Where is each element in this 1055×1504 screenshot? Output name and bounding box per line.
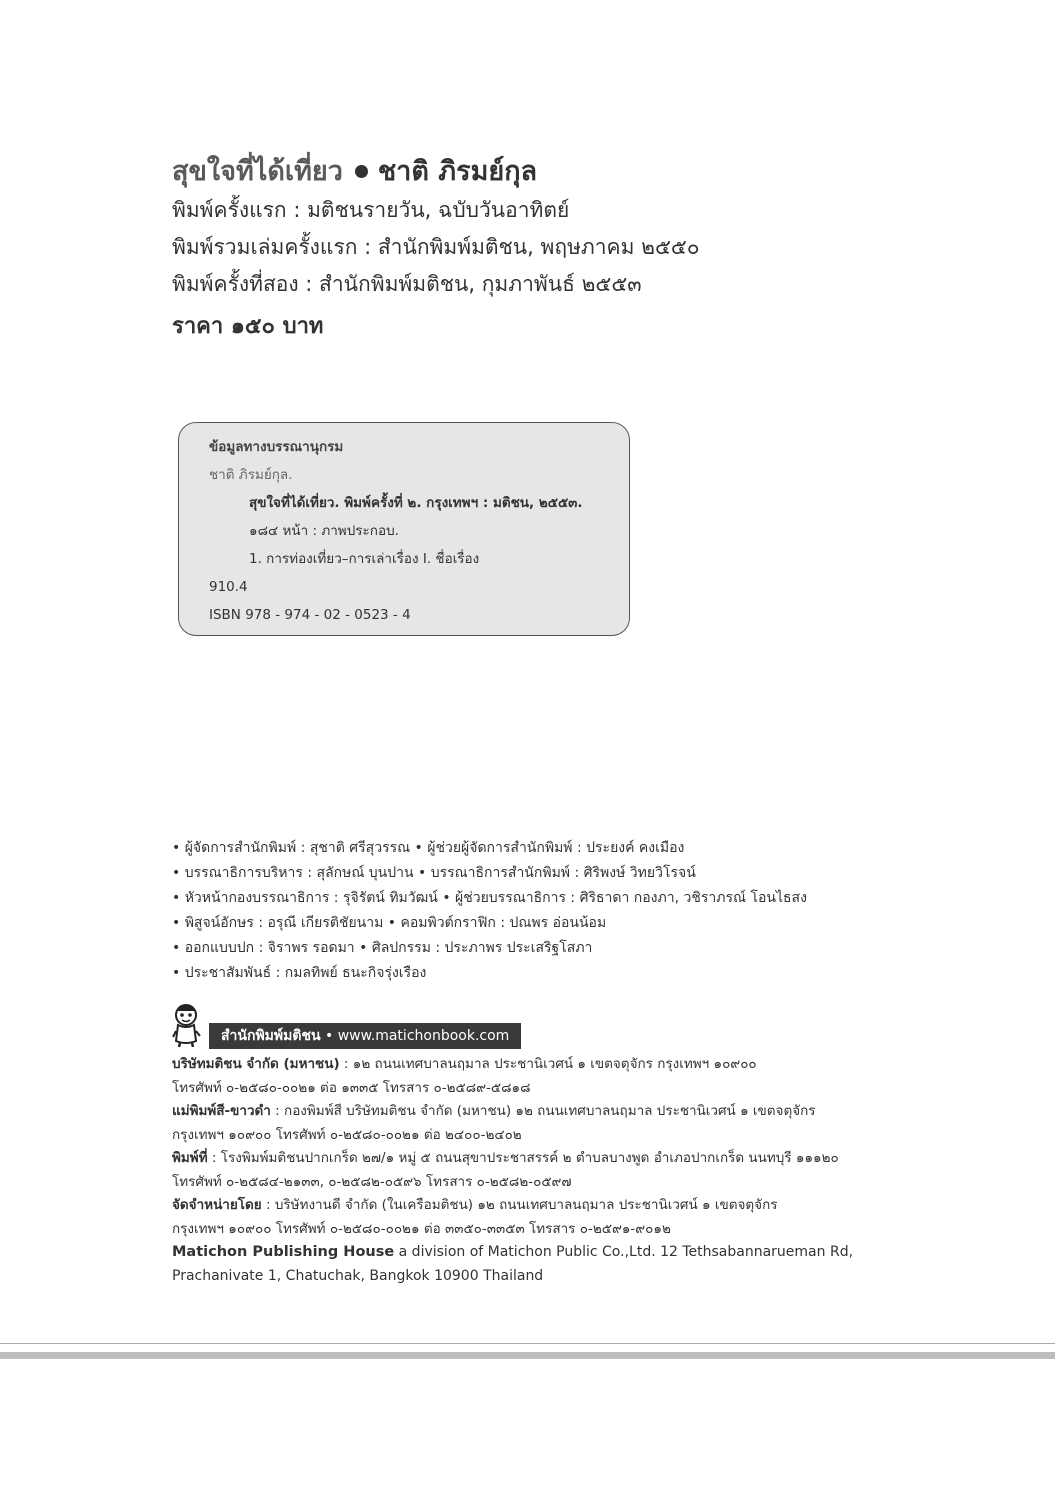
- cip-isbn: ISBN 978 - 974 - 02 - 0523 - 4: [209, 607, 411, 623]
- print-address: : โรงพิมพ์มติชนปากเกร็ด ๒๗/๑ หมู่ ๕ ถนนสุขาประชาสรรค์ ๒ ตำบลบางพูด อำเภอปากเกร็ด นนทบุรี ๑๑๑๒๐: [207, 1150, 839, 1166]
- divider-thin: [0, 1343, 1055, 1344]
- staff-line: • ผู้จัดการสำนักพิมพ์ : สุชาติ ศรีสุวรรณ • ผู้ช่วยผู้จัดการสำนักพิมพ์ : ประยงค์ คงเมือง: [172, 840, 685, 856]
- divider-thick: [0, 1352, 1055, 1359]
- price: ราคา ๑๕๐ บาท: [172, 314, 324, 339]
- cip-author: ชาติ ภิรมย์กุล.: [209, 467, 293, 483]
- cip-pages: ๑๘๔ หน้า : ภาพประกอบ.: [249, 523, 399, 539]
- cip-title: สุขใจที่ได้เที่ยว. พิมพ์ครั้งที่ ๒. กรุงเทพฯ : มติชน, ๒๕๕๓.: [249, 495, 583, 511]
- staff-line: • ออกแบบปก : จิราพร รอดมา • ศิลปกรรม : ประภาพร ประเสริฐโสภา: [172, 940, 593, 956]
- company-line: [172, 1053, 992, 1077]
- edition-first: พิมพ์ครั้งแรก : มติชนรายวัน, ฉบับวันอาทิตย์: [172, 198, 570, 222]
- publisher-banner: [209, 1023, 521, 1049]
- mascot-logo-icon: [172, 1003, 202, 1047]
- plate-label: แม่พิมพ์สี-ขาวดำ: [172, 1103, 271, 1119]
- bullet-icon: [355, 165, 368, 178]
- book-title-line: [172, 152, 992, 192]
- book-title: สุขใจที่ได้เที่ยว: [172, 156, 343, 187]
- edition-second: พิมพ์ครั้งที่สอง : สำนักพิมพ์มติชน, กุมภาพันธ์ ๒๕๕๓: [172, 272, 642, 296]
- book-author: ชาติ ภิรมย์กุล: [377, 156, 538, 187]
- english-name: Matichon Publishing House: [172, 1244, 395, 1260]
- staff-credits: [172, 836, 992, 986]
- staff-line: • ประชาสัมพันธ์ : กมลทิพย์ ธนะกิจรุ่งเรือง: [172, 965, 427, 981]
- cip-subject: 1. การท่องเที่ยว–การเล่าเรื่อง I. ชื่อเรื่อง: [249, 551, 480, 567]
- print-line: [172, 1147, 992, 1171]
- distributor-line: [172, 1194, 992, 1218]
- english-line-2: Prachanivate 1, Chatuchak, Bangkok 10900 Thailand: [172, 1267, 544, 1284]
- plate-phone: กรุงเทพฯ ๑๐๙๐๐ โทรศัพท์ ๐-๒๕๘๐-๐๐๒๑ ต่อ ๒๔๐๐-๒๔๐๒: [172, 1126, 522, 1143]
- distributor-phone: กรุงเทพฯ ๑๐๙๐๐ โทรศัพท์ ๐-๒๕๘๐-๐๐๒๑ ต่อ ๓๓๕๐-๓๓๕๓ โทรสาร ๐-๒๕๙๑-๙๐๑๒: [172, 1220, 671, 1237]
- print-label: พิมพ์ที่: [172, 1150, 208, 1166]
- plate-address: : กองพิมพ์สี บริษัทมติชน จำกัด (มหาชน) ๑๒ ถนนเทศบาลนฤมาล ประชานิเวศน์ ๑ เขตจตุจักร: [270, 1103, 816, 1119]
- cip-heading: ข้อมูลทางบรรณานุกรม: [209, 439, 344, 455]
- english-line: [172, 1241, 992, 1265]
- edition-first-collected: พิมพ์รวมเล่มครั้งแรก : สำนักพิมพ์มติชน, พฤษภาคม ๒๕๕๐: [172, 235, 700, 259]
- distributor-label: จัดจำหน่ายโดย: [172, 1197, 262, 1213]
- distributor-address: : บริษัทงานดี จำกัด (ในเครือมติชน) ๑๒ ถนนเทศบาลนฤมาล ประชานิเวศน์ ๑ เขตจตุจักร: [261, 1197, 778, 1213]
- cataloging-info-box: [178, 422, 630, 636]
- publisher-url: www.matichonbook.com: [337, 1028, 510, 1044]
- publisher-bar: [172, 1003, 532, 1047]
- publisher-brand: สำนักพิมพ์มติชน: [221, 1028, 321, 1044]
- title-block: [172, 152, 992, 345]
- cip-classification: 910.4: [209, 579, 248, 595]
- address-block: [172, 1053, 992, 1288]
- print-phone: โทรศัพท์ ๐-๒๕๘๔-๒๑๓๓, ๐-๒๕๘๒-๐๕๙๖ โทรสาร ๐-๒๕๘๒-๐๕๙๗: [172, 1173, 572, 1190]
- company-phone: โทรศัพท์ ๐-๒๕๘๐-๐๐๒๑ ต่อ ๑๓๓๕ โทรสาร ๐-๒๕๘๙-๕๘๑๘: [172, 1079, 531, 1096]
- company-address: : ๑๒ ถนนเทศบาลนฤมาล ประชานิเวศน์ ๑ เขตจตุจักร กรุงเทพฯ ๑๐๙๐๐: [339, 1056, 757, 1072]
- plate-line: [172, 1100, 992, 1124]
- staff-line: • พิสูจน์อักษร : อรุณี เกียรติชัยนาม • คอมพิวต์กราฟิก : ปณพร อ่อนน้อม: [172, 915, 607, 931]
- staff-line: • บรรณาธิการบริหาร : สุลักษณ์ บุนปาน • บรรณาธิการสำนักพิมพ์ : ศิริพงษ์ วิทยวิโรจน์: [172, 865, 696, 881]
- staff-line: • หัวหน้ากองบรรณาธิการ : รุจิรัตน์ ทิมวัฒน์ • ผู้ช่วยบรรณาธิการ : ศิริธาดา กองภา, วชิราภรณ์ โอนไธสง: [172, 890, 807, 906]
- company-label: บริษัทมติชน จำกัด (มหาชน): [172, 1056, 340, 1072]
- banner-separator: •: [320, 1028, 338, 1044]
- english-address: a division of Matichon Public Co.,Ltd. 12 Tethsabannarueman Rd,: [394, 1244, 854, 1260]
